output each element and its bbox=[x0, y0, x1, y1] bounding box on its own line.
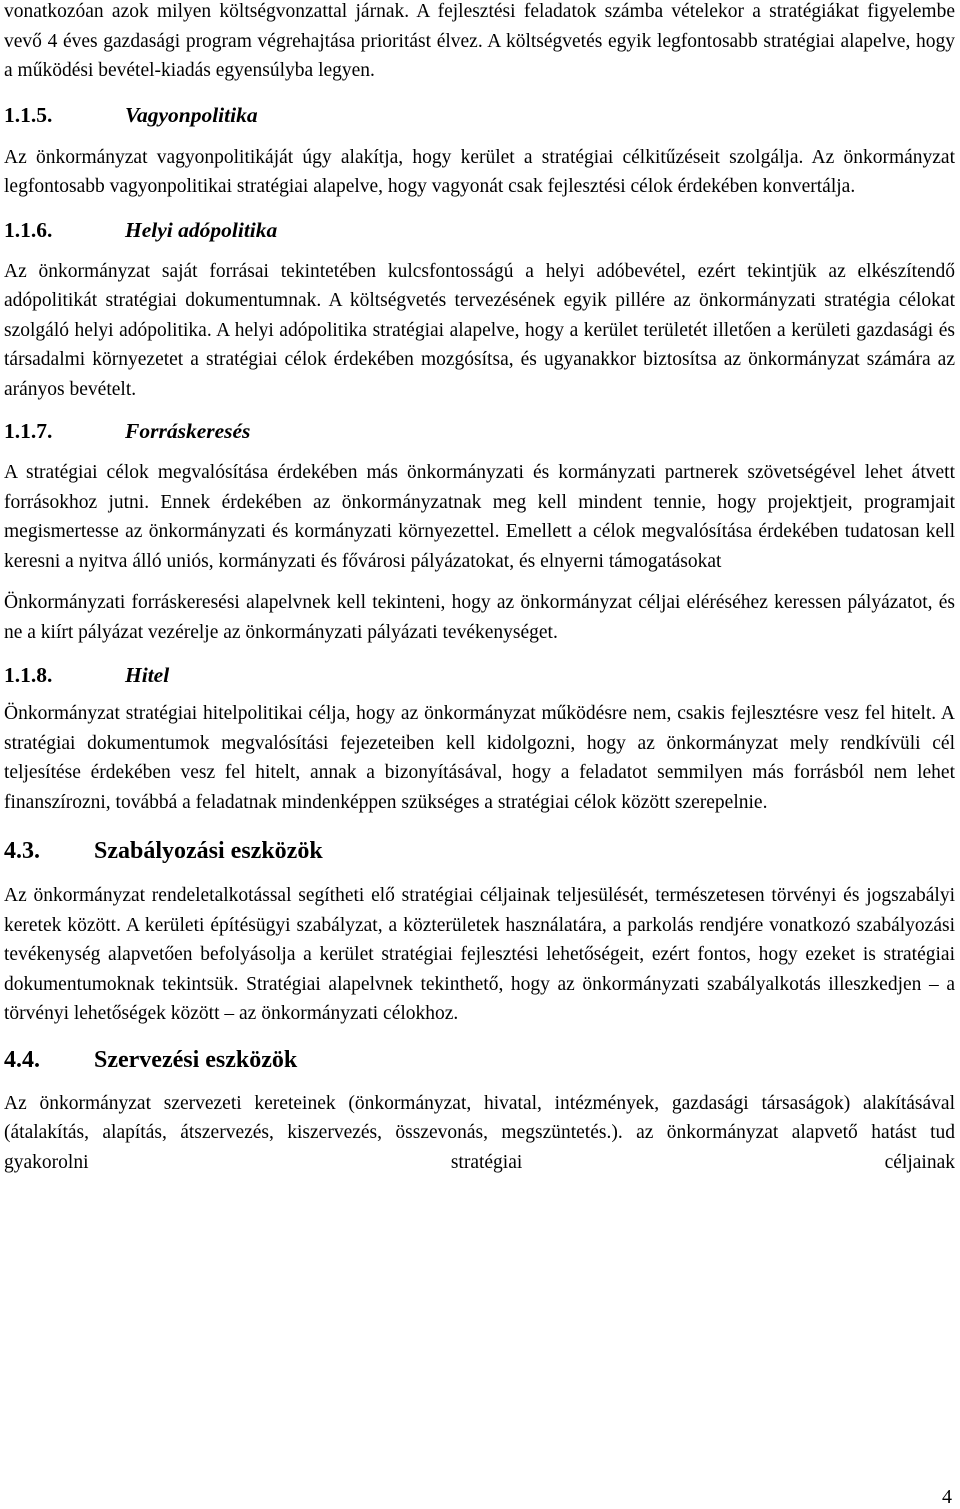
heading-1-1-8 bbox=[4, 660, 955, 690]
paragraph-szervezesi-eszkozok: Az önkormányzat szervezeti kereteinek (önkormányzat, hivatal, intézmények, gazdasági társaságok) alakításával (átalakítás, alapítás, átszervezés, kiszervezés, összevonás, megszüntetés.). az önkormányzat alapvető hatást tud gyakorolni stratégiai céljainak bbox=[4, 1092, 955, 1173]
heading-1-1-6 bbox=[4, 215, 955, 245]
paragraph-forraskereses-2: Önkormányzati forráskeresési alapelvnek kell tekinteni, hogy az önkormányzat céljai eléréséhez keressen pályázatot, és ne a kiírt pályázat vezérelje az önkormányzati pályázati tevékenységet. bbox=[4, 592, 955, 643]
heading-title: Szervezési eszközök bbox=[94, 1046, 298, 1073]
heading-number: 4.4. bbox=[4, 1046, 40, 1073]
heading-number: 1.1.8. bbox=[4, 663, 53, 687]
heading-title: Hitel bbox=[125, 663, 170, 687]
document-page bbox=[4, 0, 955, 1177]
heading-number: 1.1.7. bbox=[4, 419, 53, 443]
heading-number: 1.1.6. bbox=[4, 217, 53, 242]
heading-number: 1.1.5. bbox=[4, 102, 53, 127]
heading-4-4 bbox=[4, 1044, 955, 1076]
heading-4-3 bbox=[4, 835, 955, 867]
heading-1-1-5 bbox=[4, 100, 955, 130]
page-number: 4 bbox=[942, 1486, 952, 1508]
intro-paragraph: vonatkozóan azok milyen költségvonzattal járnak. A fejlesztési feladatok számba vételekor a stratégiákat figyelembe vevő 4 éves gazdasági program végrehajtása prioritást élvez. A költségvetés egyik legfontosabb stratégiai alapelve, hogy a működési bevétel-kiadás egyensúlyba legyen. bbox=[4, 1, 955, 81]
heading-title: Helyi adópolitika bbox=[125, 217, 278, 242]
paragraph-forraskereses-1: A stratégiai célok megvalósítása érdekében más önkormányzati és kormányzati partnerek szövetségével lehet átvett forrásokhoz jutni. Ennek érdekében az önkormányzatnak meg kell mindent tennie, hogy projektjeit, programjait megismertesse az önkormányzati és kormányzati környezettel. Emellett a célok megvalósítása érdekében tudatosan kell keresni a nyitva álló uniós, kormányzati és fővárosi pályázatokat, és elnyerni támogatásokat bbox=[4, 462, 955, 572]
heading-number: 4.3. bbox=[4, 838, 40, 864]
heading-title: Szabályozási eszközök bbox=[94, 838, 323, 864]
heading-title: Vagyonpolitika bbox=[125, 102, 258, 127]
paragraph-helyi-adopolitika: Az önkormányzat saját forrásai tekintetében kulcsfontosságú a helyi adóbevétel, ezért tekintjük az elkészítendő adópolitikát stratégiai dokumentumnak. A költségvetés tervezésének egyik pillére az önkormányzati stratégia célokat szolgáló helyi adópolitika. A helyi adópolitika stratégiai alapelve, hogy a kerület területét illetően a kerületi gazdasági és társadalmi környezetet a stratégiai célok érdekében mozgósítsa, és ugyanakkor biztosítsa az önkormányzat számára az arányos bevételt. bbox=[4, 260, 955, 400]
paragraph-hitel: Önkormányzat stratégiai hitelpolitikai célja, hogy az önkormányzat működésre nem, csakis fejlesztésre vesz fel hitelt. A stratégiai dokumentumok megvalósítási fejezeteiben kell kidolgozni, hogy az önkormányzat mely rendkívüli cél teljesítése érdekében vesz fel hitelt, annak a bizonyításával, hogy a feladatot semmilyen más forrásból nem lehet finanszírozni, továbbá a feladatnak mindenképpen szükséges a stratégiai célok között szerepelnie. bbox=[4, 703, 955, 813]
paragraph-szabalyozasi-eszkozok: Az önkormányzat rendeletalkotással segítheti elő stratégiai céljainak teljesülését, természetesen törvényi és jogszabályi keretek között. A kerületi építésügyi szabályzat, a közterületek használatára, a parkolás rendjére vonatkozó szabályozási tevékenység alapvetően befolyásolja a kerület stratégiai fejlesztési lehetőségeit, ezért fontos, hogy ezeket is stratégiai dokumentumoknak tekintsük. Stratégiai alapelvnek tekinthető, hogy az önkormányzati szabályalkotás illeszkedjen – a törvényi lehetőségek között – az önkormányzati célokhoz. bbox=[4, 885, 955, 1024]
paragraph-vagyonpolitika: Az önkormányzat vagyonpolitikáját úgy alakítja, hogy kerület a stratégiai célkitűzéseit szolgálja. Az önkormányzat legfontosabb vagyonpolitikai stratégiai alapelve, hogy vagyonát csak fejlesztési célok érdekében konvertálja. bbox=[4, 146, 955, 197]
heading-1-1-7 bbox=[4, 416, 955, 446]
heading-title: Forráskeresés bbox=[125, 419, 251, 443]
